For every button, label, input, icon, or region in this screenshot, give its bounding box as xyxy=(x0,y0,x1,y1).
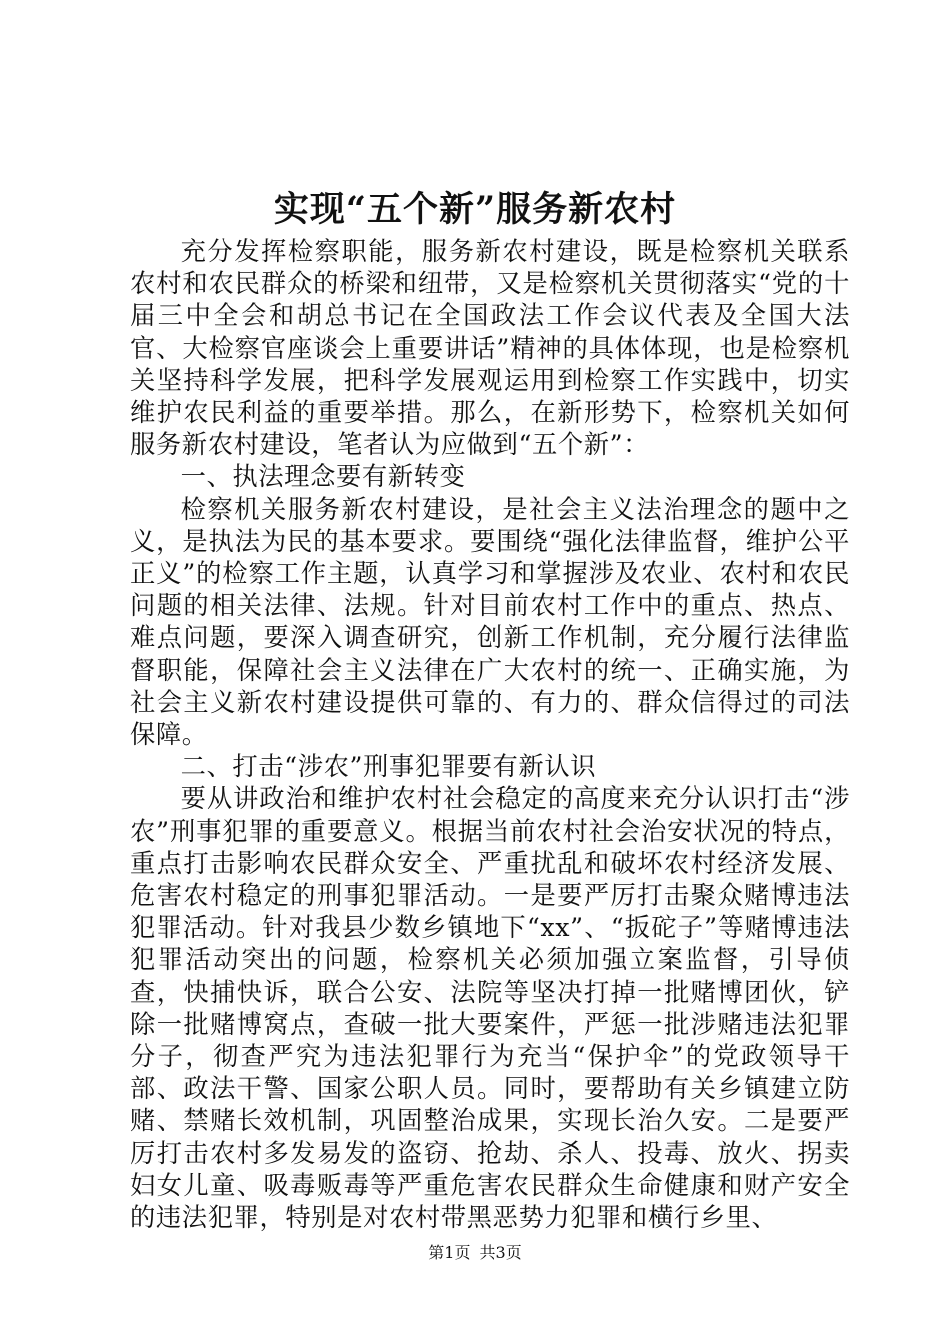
paragraph-section-2: 要从讲政治和维护农村社会稳定的高度来充分认识打击“涉农”刑事犯罪的重要意义。根据当前农村社会治安状况的特点，重点打击影响农民群众安全、严重扰乱和破坏农村经济发展、危害农村稳定的刑事犯罪活动。一是要严厉打击聚众赌博违法犯罪活动。针对我县少数乡镇地下“xx”、“扳砣子”等赌博违法犯罪活动突出的问题，检察机关必须加强立案监督，引导侦查，快捕快诉，联合公安、法院等坚决打掉一批赌博团伙，铲除一批赌博窝点，查破一批大要案件，严惩一批涉赌违法犯罪分子，彻查严究为违法犯罪行为充当“保护伞”的党政领导干部、政法干警、国家公职人员。同时，要帮助有关乡镇建立防赌、禁赌长效机制，巩固整治成果，实现长治久安。二是要严厉打击农村多发易发的盗窃、抢劫、杀人、投毒、放火、拐卖妇女儿童、吸毒贩毒等严重危害农民群众生命健康和财产安全的违法犯罪，特别是对农村带黑恶势力犯罪和横行乡里、 xyxy=(130,784,850,1233)
document-title: 实现“五个新”服务新农村 xyxy=(273,189,677,230)
paragraph-intro: 充分发挥检察职能，服务新农村建设，既是检察机关联系农村和农民群众的桥梁和纽带，又是检察机关贯彻落实“党的十届三中全会和胡总书记在全国政法工作会议代表及全国大法官、大检察官座谈会上重要讲话”精神的具体体现，也是检察机关坚持科学发展，把科学发展观运用到检察工作实践中，切实维护农民利益的重要举措。那么，在新形势下，检察机关如何服务新农村建设，笔者认为应做到“五个新”： xyxy=(130,237,850,460)
section-heading-1: 一、执法理念要有新转变 xyxy=(180,462,466,492)
page-number: 第1页 xyxy=(428,1243,471,1262)
paragraph-section-1: 检察机关服务新农村建设，是社会主义法治理念的题中之义，是执法为民的基本要求。要围绕“强化法律监督，维护公平正义”的检察工作主题，认真学习和掌握涉及农业、农村和农民问题的相关法律、法规。针对目前农村工作中的重点、热点、难点问题，要深入调查研究，创新工作机制，充分履行法律监督职能，保障社会主义法律在广大农村的统一、正确实施，为社会主义新农村建设提供可靠的、有力的、群众信得过的司法保障。 xyxy=(130,494,850,750)
page-total: 共3页 xyxy=(479,1243,522,1262)
document-body xyxy=(130,236,850,1234)
page-footer xyxy=(0,1242,950,1264)
section-heading-2: 二、打击“涉农”刑事犯罪要有新认识 xyxy=(180,752,597,782)
